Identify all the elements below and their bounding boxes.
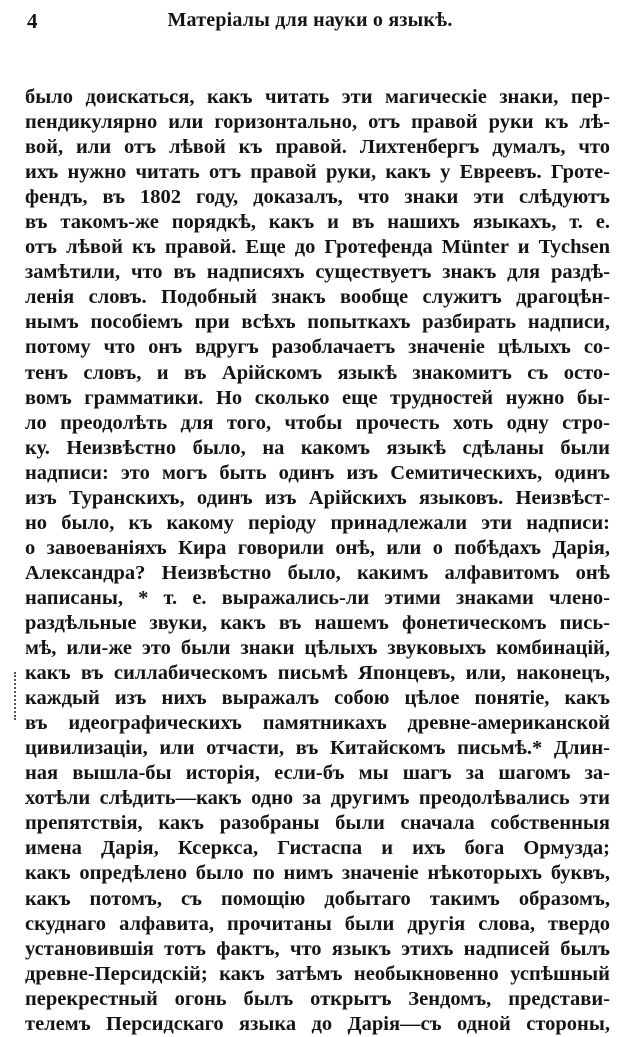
text-line: изъ Туранскихъ, одинъ изъ Арійскихъ языковъ. Неизвѣст- xyxy=(25,486,610,509)
text-line: какъ потомъ, съ помощію добытаго такимъ образомъ, xyxy=(25,887,610,910)
text-line: каждый изъ нихъ выражалъ собою цѣлое понятіе, какъ xyxy=(25,687,610,710)
text-line: потому что онъ вдругъ разоблачаетъ значеніе цѣлыхъ со- xyxy=(25,336,610,359)
text-line: препятствія, какъ разобраны были сначала собственныя xyxy=(25,812,610,835)
text-line: ленія словъ. Подобный знакъ вообще служитъ драгоцѣн- xyxy=(25,286,610,309)
text-line: вомъ грамматики. Но сколько еще трудностей нужно бы- xyxy=(25,386,610,409)
text-line: древне-Персидскій; какъ затѣмъ необыкновенно успѣшный xyxy=(25,962,610,985)
page-header xyxy=(0,6,620,36)
text-line: цивилизаціи, или отчасти, въ Китайскомъ письмѣ.* Длин- xyxy=(25,737,610,760)
margin-mark xyxy=(14,672,18,720)
text-line: Александра? Неизвѣстно было, какимъ алфавитомъ онѣ xyxy=(25,561,610,584)
text-line: ная вышла-бы исторія, если-бъ мы шагъ за шагомъ за- xyxy=(25,762,610,785)
text-line: телемъ Персидскаго языка до Дарія—съ одной стороны, xyxy=(25,1012,610,1035)
text-line: о завоеваніяхъ Кира говорили онѣ, или о побѣдахъ Дарія, xyxy=(25,536,610,559)
text-line: написаны, * т. е. выражались-ли этими знаками члено- xyxy=(25,586,610,609)
text-line: ихъ нужно читать отъ правой руки, какъ у Евреевъ. Гроте- xyxy=(25,161,610,184)
body-text xyxy=(25,85,610,1037)
running-title: Матеріалы для науки о языкѣ. xyxy=(167,9,453,31)
text-line: мѣ, или-же это были знаки цѣлыхъ звуковыхъ комбинацій, xyxy=(25,637,610,660)
text-line: какъ въ силлабическомъ письмѣ Японцевъ, или, наконецъ, xyxy=(25,662,610,685)
text-line: пендикулярно или горизонтально, отъ правой руки къ лѣ- xyxy=(25,111,610,134)
text-line: въ такомъ-же порядкѣ, какъ и въ нашихъ языкахъ, т. е. xyxy=(25,211,610,234)
text-line: ло преодолѣть для того, чтобы прочесть хоть одну стро- xyxy=(25,411,610,434)
text-line: тенъ словъ, и въ Арійскомъ языкѣ знакомитъ съ осто- xyxy=(25,361,610,384)
text-line: ку. Неизвѣстно было, на какомъ языкѣ сдѣланы были xyxy=(25,436,610,459)
text-line: перекрестный огонь былъ открытъ Зендомъ, представи- xyxy=(25,987,610,1010)
text-line: вой, или отъ лѣвой къ правой. Лихтенбергъ думалъ, что xyxy=(25,136,610,159)
page-number: 4 xyxy=(27,9,38,33)
text-line: имена Дарія, Ксеркса, Гистаспа и ихъ бога Ормузда; xyxy=(25,837,610,860)
text-line: но было, къ какому періоду принадлежали эти надписи: xyxy=(25,511,610,534)
text-line: надписи: это могъ быть одинъ изъ Семитическихъ, одинъ xyxy=(25,461,610,484)
text-line: замѣтили, что въ надписяхъ существуетъ знакъ для раздѣ- xyxy=(25,261,610,284)
text-line: нымъ пособіемъ при всѣхъ попыткахъ разбирать надписи, xyxy=(25,311,610,334)
text-line: раздѣльные звуки, какъ въ нашемъ фонетическомъ пись- xyxy=(25,611,610,634)
text-line: отъ лѣвой къ правой. Еще до Гротефенда Münter и Tychsen xyxy=(25,236,610,259)
text-line: хотѣли слѣдить—какъ одно за другимъ преодолѣвались эти xyxy=(25,787,610,810)
text-line: въ идеографическихъ памятникахъ древне-американской xyxy=(25,712,610,735)
text-line: было доискаться, какъ читать эти магическіе знаки, пер- xyxy=(25,86,610,108)
text-line: какъ опредѣлено было по нимъ значеніе нѣкоторыхъ буквъ, xyxy=(25,862,610,885)
text-line: установившія тотъ фактъ, что языкъ этихъ надписей былъ xyxy=(25,937,610,960)
text-line: скуднаго алфавита, прочитаны были другія слова, твердо xyxy=(25,912,610,935)
text-line: фендъ, въ 1802 году, доказалъ, что знаки эти слѣдуютъ xyxy=(25,186,610,209)
